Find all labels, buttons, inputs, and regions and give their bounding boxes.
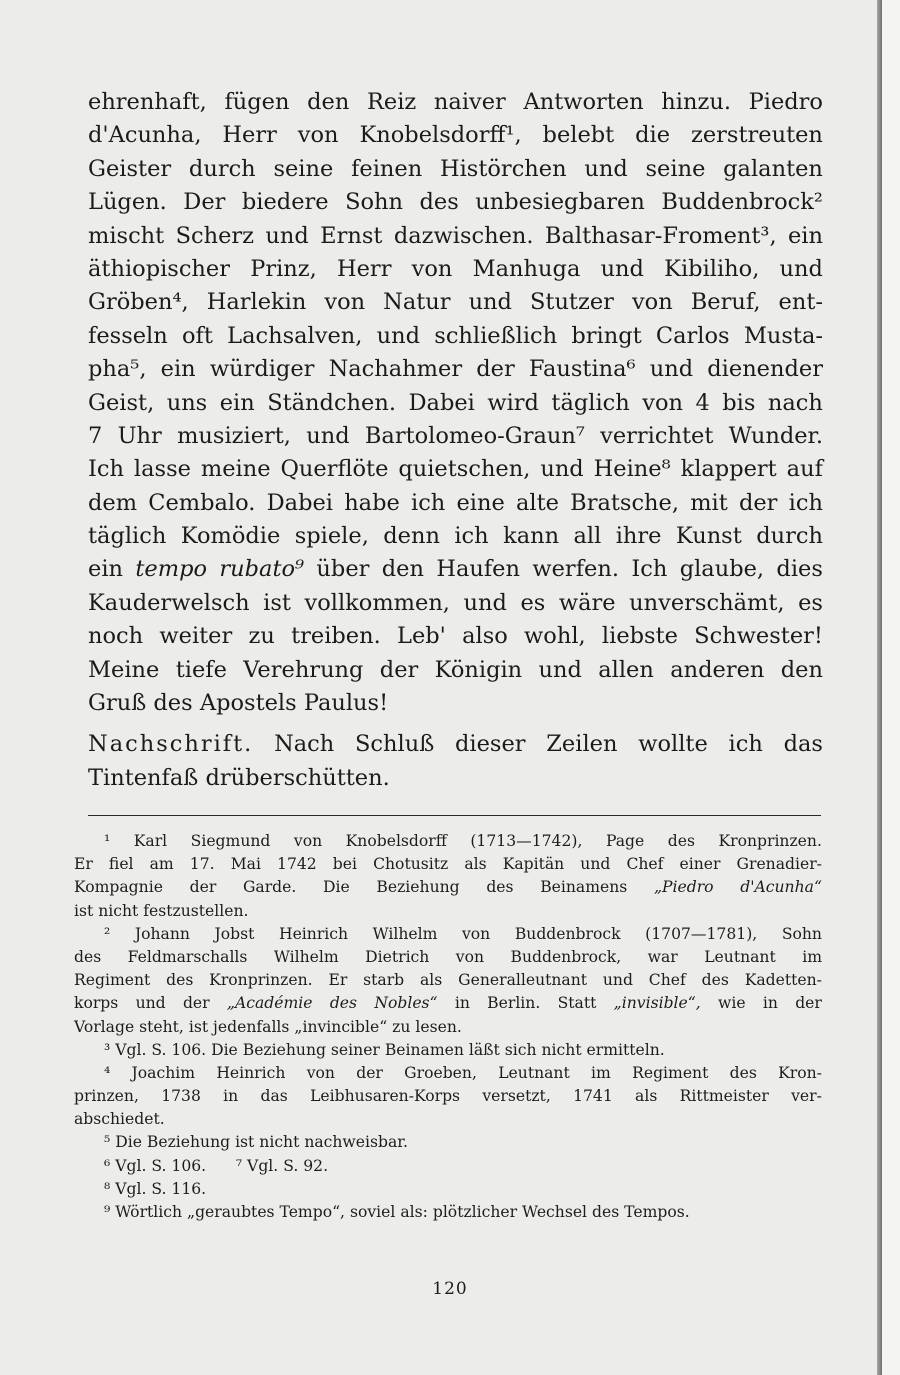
footnote-rule [88,815,821,816]
footnote-line: ⁵ Die Beziehung ist nicht nachweisbar. [104,1133,408,1152]
text-line: Kauderwelsch ist vollkommen, und es wäre unverschämt, es [88,589,823,616]
text-line: dem Cembalo. Dabei habe ich eine alte Bratsche, mit der ich [88,489,823,516]
text-line: noch weiter zu treiben. Leb' also wohl, liebste Schwester! [88,623,823,650]
footnote-line: ist nicht festzustellen. [74,901,249,920]
text-line: mischt Scherz und Ernst dazwischen. Balthasar-Froment³, ein [88,222,823,249]
text-line: Geist, uns ein Ständchen. Dabei wird täglich von 4 bis nach [88,389,823,416]
text-line: täglich Komödie spiele, denn ich kann all ihre Kunst durch [88,523,823,550]
footnote-line: ⁶ Vgl. S. 106. ⁷ Vgl. S. 92. [104,1156,329,1175]
footnote-line: ³ Vgl. S. 106. Die Beziehung seiner Beinamen läßt sich nicht ermitteln. [104,1040,665,1059]
footnote-line: des Feldmarschalls Wilhelm Dietrich von Buddenbrock, war Leutnant im [74,947,822,966]
page-margin-right [882,0,900,1375]
text-line: d'Acunha, Herr von Knobelsdorff¹, belebt die zerstreuten [88,122,823,149]
text-line: ehrenhaft, fügen den Reiz naiver Antworten hinzu. Piedro [88,89,823,115]
footnote-line: ¹ Karl Siegmund von Knobelsdorff (1713—1742), Page des Kronprinzen. [104,832,822,850]
footnote-line: prinzen, 1738 in das Leibhusaren-Korps versetzt, 1741 als Rittmeister ver- [74,1087,822,1106]
footnote-line: ² Johann Jobst Heinrich Wilhelm von Buddenbrock (1707—1781), Sohn [104,924,822,943]
text-line: 7 Uhr musiziert, und Bartolomeo-Graun⁷ verrichtet Wunder. [88,422,823,449]
text-line: Gröben⁴, Harlekin von Natur und Stutzer von Beruf, ent- [88,289,823,316]
footnote-line: Vorlage steht, ist jedenfalls „invincible“ zu lesen. [74,1017,462,1036]
postscript-label: Nachschrift. [88,731,254,758]
footnote-line: Regiment des Kronprinzen. Er starb als Generalleutnant und Chef des Kadetten- [74,971,822,990]
text-line: pha⁵, ein würdiger Nachahmer der Faustina⁶ und dienender [88,356,823,383]
footnote-line: Kompagnie der Garde. Die Beziehung des Beinamens „Piedro d'Acunha“ [74,878,822,897]
text-line: Ich lasse meine Querflöte quietschen, und Heine⁸ klappert auf [88,456,823,483]
text-line: Geister durch seine feinen Histörchen und seine galanten [88,155,823,182]
text-line: ein tempo rubato⁹ über den Haufen werfen. Ich glaube, dies [88,556,823,583]
footnote-line: ⁴ Joachim Heinrich von der Groeben, Leutnant im Regiment des Kron- [104,1063,822,1082]
footnote-line: ⁹ Wörtlich „geraubtes Tempo“, soviel als: plötzlicher Wechsel des Tempos. [104,1203,690,1221]
footnote-line: ⁸ Vgl. S. 116. [104,1179,207,1198]
page-binding-edge [877,0,882,1375]
main-text [88,86,823,795]
text-line: äthiopischer Prinz, Herr von Manhuga und Kibiliho, und [88,255,823,282]
text-line: fesseln oft Lachsalven, und schließlich bringt Carlos Musta- [88,322,823,349]
text-line: Gruß des Apostels Paulus! [88,690,389,717]
footnote-line: Er fiel am 17. Mai 1742 bei Chotusitz als Kapitän und Chef einer Grenadier- [74,855,822,874]
footnote-line: korps und der „Académie des Nobles“ in Berlin. Statt „invisible“, wie in der [74,994,822,1013]
page-number: 120 [432,1279,468,1299]
text-line: Lügen. Der biedere Sohn des unbesiegbaren Buddenbrock² [88,189,823,216]
postscript-line: Nachschrift. Nach Schluß dieser Zeilen wollte ich das [88,728,823,761]
postscript-line: Tintenfaß drüberschütten. [88,764,390,791]
footnotes [74,830,822,1224]
text-line: Meine tiefe Verehrung der Königin und allen anderen den [88,656,823,683]
footnote-line: abschiedet. [74,1110,165,1129]
